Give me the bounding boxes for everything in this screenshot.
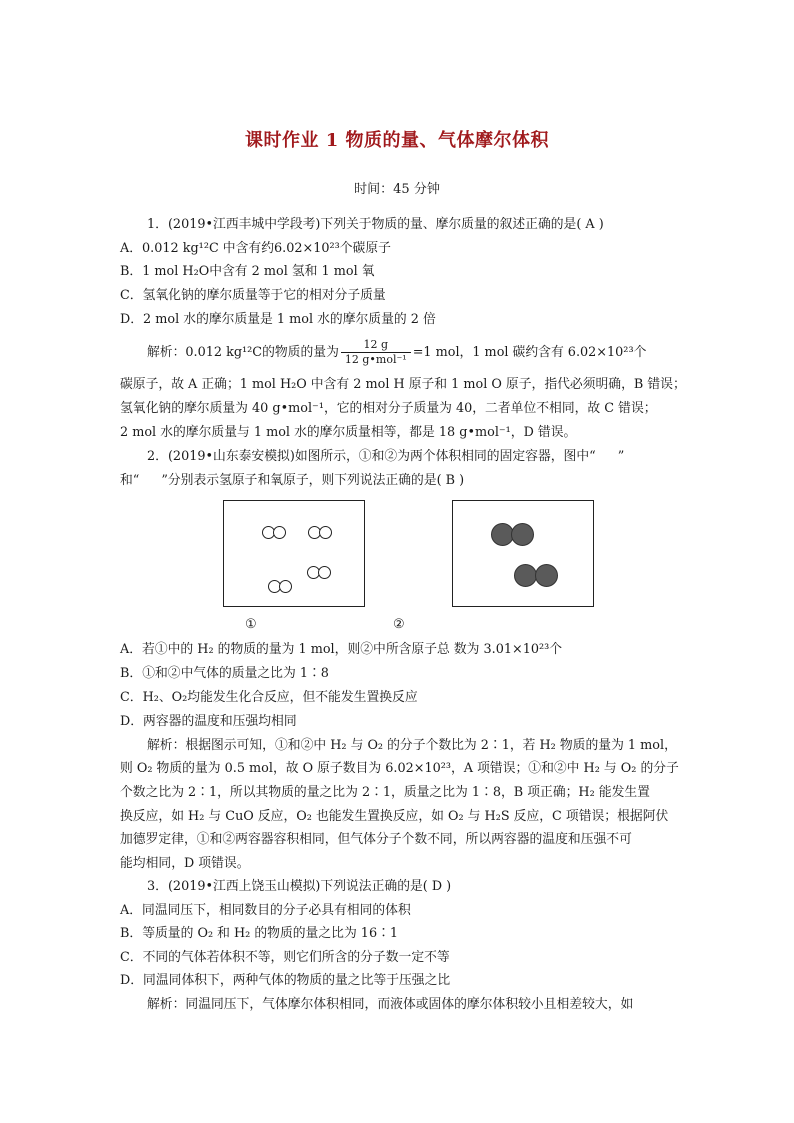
oxygen-atom-icon: [511, 523, 534, 546]
q2-explanation-line3: 个数之比为 2∶1，所以其物质的量之比为 2∶1，质量之比为 1∶8，B 项正确；H₂ 能发生置: [120, 785, 650, 800]
q2-option-c: C．H₂、O₂均能发生化合反应，但不能发生置换反应: [120, 690, 418, 705]
q3-option-a: A．同温同压下，相同数目的分子必具有相同的体积: [120, 903, 411, 918]
q1-explanation-line1: [147, 338, 707, 368]
q2-option-a: A．若①中的 H₂ 的物质的量为 1 mol，则②中所含原子总 数为 3.01×10²³个: [120, 642, 563, 657]
oxygen-atom-icon: [514, 564, 537, 587]
q1-explanation-line2: 碳原子，故 A 正确；1 mol H₂O 中含有 2 mol H 原子和 1 mol O 原子，指代必须明确，B 错误；: [120, 377, 686, 392]
q1-option-a: A．0.012 kg¹²C 中含有约6.02×10²³个碳原子: [120, 241, 391, 256]
q2-explanation-line6: 能均相同，D 项错误。: [120, 856, 250, 871]
question-text: ”: [617, 449, 625, 464]
question-3: 3．(2019•江西上饶玉山模拟)下列说法正确的是( D ): [147, 879, 452, 894]
q3-option-d: D．同温同体积下，两种气体的物质的量之比等于压强之比: [120, 973, 451, 988]
figure-label-1: ①: [245, 617, 257, 632]
question-text: 2．(2019•山东泰安模拟)如图所示，①和②为两个体积相同的固定容器，图中“: [147, 449, 596, 464]
fraction-numerator: 12 g: [341, 338, 411, 353]
page-title: 课时作业 1 物质的量、气体摩尔体积: [244, 130, 550, 151]
q1-option-c: C．氢氧化钠的摩尔质量等于它的相对分子质量: [120, 288, 386, 303]
q2-option-b: B．①和②中气体的质量之比为 1∶8: [120, 666, 329, 681]
q1-option-b: B．1 mol H₂O中含有 2 mol 氢和 1 mol 氧: [120, 264, 375, 279]
hydrogen-atom-icon: [318, 566, 331, 579]
fraction-denominator: 12 g•mol⁻¹: [344, 353, 407, 366]
hydrogen-atom-icon: [279, 580, 292, 593]
oxygen-atom-icon: [535, 564, 558, 587]
fraction: [341, 338, 411, 367]
container-1-hydrogen: [223, 500, 365, 607]
explanation-text: =1 mol，1 mol 碳约含有 6.02×10²³个: [412, 345, 647, 360]
q3-option-b: B．等质量的 O₂ 和 H₂ 的物质的量之比为 16∶1: [120, 926, 399, 941]
q1-option-d: D．2 mol 水的摩尔质量是 1 mol 水的摩尔质量的 2 倍: [120, 312, 436, 327]
figure-label-2: ②: [393, 617, 405, 632]
q1-explanation-line4: 2 mol 水的摩尔质量与 1 mol 水的摩尔质量相等，都是 18 g•mol⁻¹，D 错误。: [120, 425, 577, 440]
question-2-line1: [147, 448, 707, 466]
question-1: 1．(2019•江西丰城中学段考)下列关于物质的量、摩尔质量的叙述正确的是( A ): [147, 217, 604, 232]
explanation-text: 解析：0.012 kg¹²C的物质的量为: [147, 345, 339, 360]
hydrogen-atom-icon: [273, 526, 286, 539]
q3-option-c: C．不同的气体若体积不等，则它们所含的分子数一定不等: [120, 950, 450, 965]
hydrogen-atom-icon: [319, 526, 332, 539]
q2-explanation-line1: 解析：根据图示可知，①和②中 H₂ 与 O₂ 的分子个数比为 2∶1，若 H₂ 物质的量为 1 mol，: [147, 738, 677, 753]
question-text: 和“: [120, 473, 140, 488]
q3-explanation-line1: 解析：同温同压下，气体摩尔体积相同，而液体或固体的摩尔体积较小且相差较大，如: [147, 997, 634, 1012]
q2-explanation-line5: 加德罗定律，①和②两容器容积相同，但气体分子个数不同，所以两容器的温度和压强不可: [120, 832, 632, 847]
time-limit: 时间：45 分钟: [354, 182, 440, 197]
container-2-oxygen: [452, 500, 594, 607]
q2-option-d: D．两容器的温度和压强均相同: [120, 714, 297, 729]
q1-explanation-line3: 氢氧化钠的摩尔质量为 40 g•mol⁻¹，它的相对分子质量为 40，二者单位不相同，故 C 错误；: [120, 401, 657, 416]
question-2-line2: [120, 472, 680, 490]
q2-explanation-line2: 则 O₂ 物质的量为 0.5 mol，故 O 原子数目为 6.02×10²³，A 项错误；①和②中 H₂ 与 O₂ 的分子: [120, 761, 679, 776]
question-text: ”分别表示氢原子和氧原子，则下列说法正确的是( B ): [161, 473, 465, 488]
q2-explanation-line4: 换反应，如 H₂ 与 CuO 反应，O₂ 也能发生置换反应，如 O₂ 与 H₂S 反应，C 项错误；根据阿伏: [120, 809, 669, 824]
